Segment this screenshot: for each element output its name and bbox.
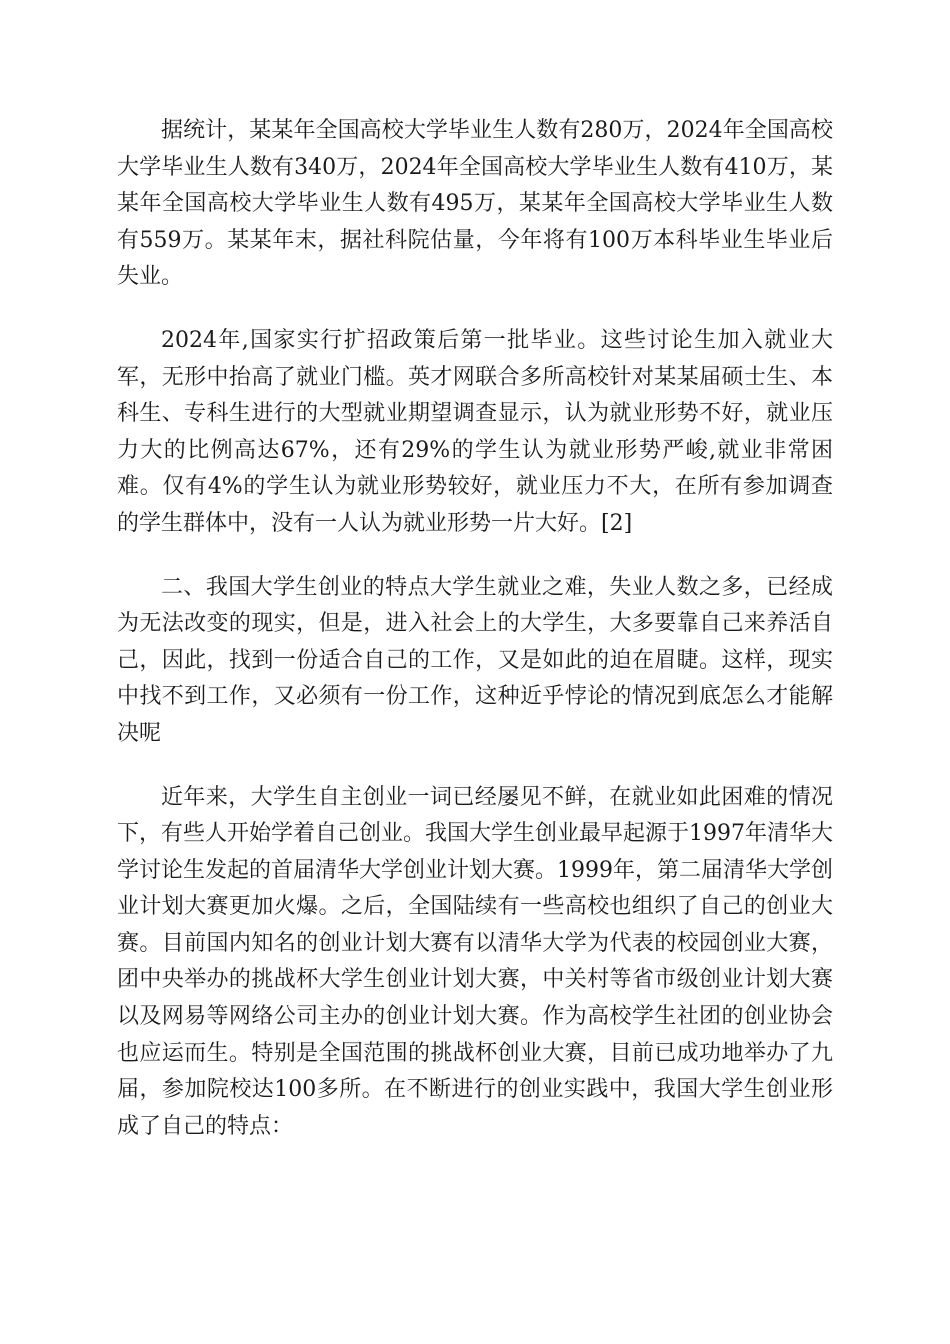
paragraph-employment-survey: 2024年,国家实行扩招政策后第一批毕业。这些讨论生加入就业大军，无形中抬高了就业门槛。英才网联合多所高校针对某某届硕士生、本科生、专科生进行的大型就业期望调查显示，认为就业形势不好，就业压力大的比例高达67%，还有29%的学生认为就业形势严峻,就业非常困难。仅有4%的学生认为就业形势较好，就业压力不大，在所有参加调查的学生群体中，没有一人认为就业形势一片大好。[2] — [117, 327, 833, 536]
paragraph-graduate-statistics: 据统计，某某年全国高校大学毕业生人数有280万，2024年全国高校大学毕业生人数有340万，2024年全国高校大学毕业生人数有410万，某某年全国高校大学毕业生人数有495万，某某年全国高校大学毕业生人数有559万。某某年末，据社科院估量，今年将有100万本科毕业生毕业后失业。 — [117, 118, 833, 290]
document-page — [117, 113, 833, 1172]
paragraph-entrepreneurship-features: 二、我国大学生创业的特点大学生就业之难，失业人数之多，已经成为无法改变的现实，但是，进入社会上的大学生，大多要靠自己来养活自己，因此，找到一份适合自己的工作，又是如此的迫在眉睫。这样，现实中找不到工作，又必须有一份工作，这种近乎悖论的情况到底怎么才能解决呢 — [117, 574, 833, 746]
paragraph-entrepreneurship-history: 近年来，大学生自主创业一词已经屡见不鲜，在就业如此困难的情况下，有些人开始学着自己创业。我国大学生创业最早起源于1997年清华大学讨论生发起的首届清华大学创业计划大赛。1999年，第二届清华大学创业计划大赛更加火爆。之后，全国陆续有一些高校也组织了自己的创业大赛。目前国内知名的创业计划大赛有以清华大学为代表的校园创业大赛，团中央举办的挑战杯大学生创业计划大赛，中关村等省市级创业计划大赛以及网易等网络公司主办的创业计划大赛。作为高校学生社团的创业协会也应运而生。特别是全国范围的挑战杯创业大赛，目前已成功地举办了九届，参加院校达100多所。在不断进行的创业实践中，我国大学生创业形成了自己的特点： — [117, 784, 833, 1139]
